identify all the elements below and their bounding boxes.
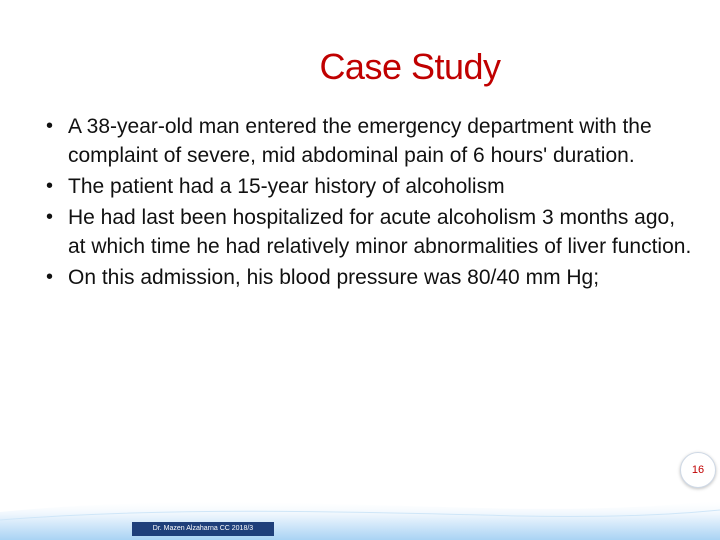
bullet-item — [46, 172, 696, 201]
bullet-dot-icon: • — [46, 266, 54, 288]
bullet-dot-icon: • — [46, 175, 54, 197]
bullet-text: On this admission, his blood pressure was 80/40 mm Hg; — [68, 266, 600, 289]
bullet-item — [46, 263, 696, 292]
bullet-dot-icon: • — [46, 115, 54, 137]
bullet-item — [46, 112, 696, 170]
bullet-list — [46, 112, 696, 294]
footer-wave-decoration — [0, 482, 720, 540]
page-number-badge: 16 — [680, 452, 716, 488]
bullet-text: He had last been hospitalized for acute alcoholism 3 months ago, at which time he had relatively minor abnormalities of liver function. — [68, 206, 692, 258]
bullet-item — [46, 203, 696, 261]
slide-title — [0, 46, 720, 88]
bullet-dot-icon: • — [46, 206, 54, 228]
bullet-text: A 38-year-old man entered the emergency department with the complaint of severe, mid abdominal pain of 6 hours' duration. — [68, 115, 652, 167]
footer-author-label: Dr. Mazen Alzaharna CC 2018/3 — [132, 522, 274, 536]
slide-title-text: Case Study — [319, 46, 501, 87]
bullet-text: The patient had a 15-year history of alcoholism — [68, 175, 505, 198]
